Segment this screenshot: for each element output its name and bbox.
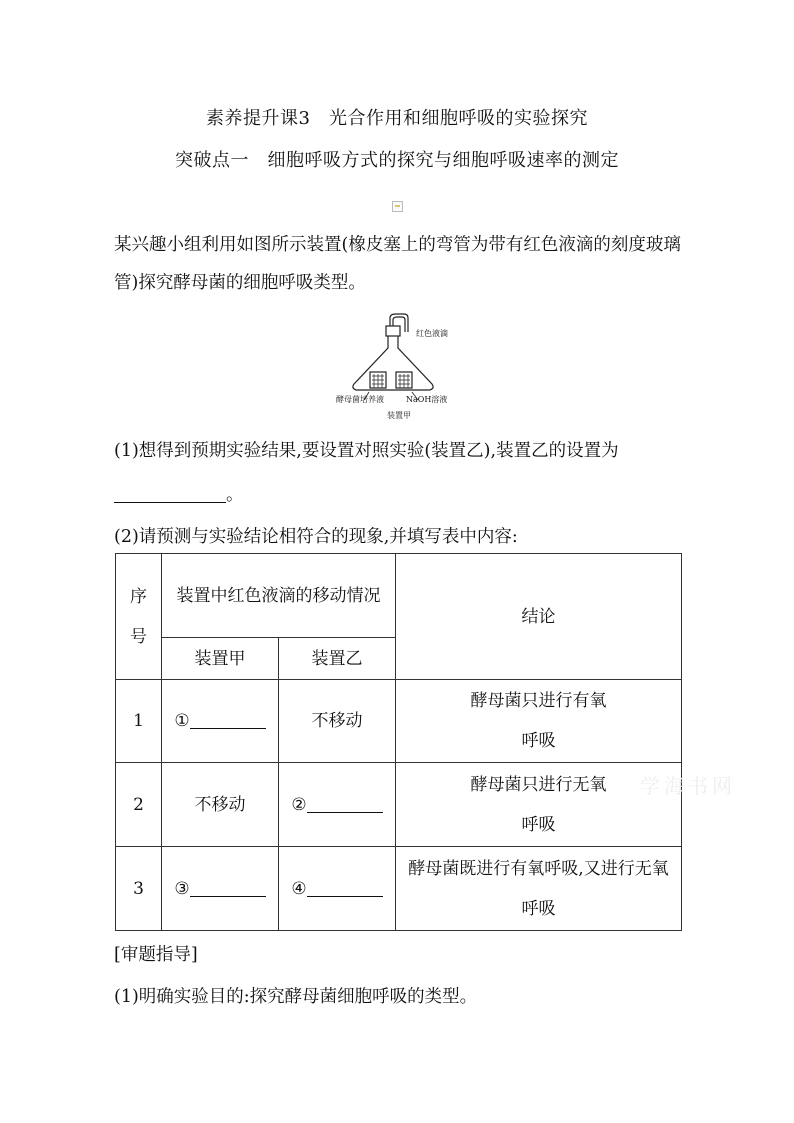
cell-jia: 不移动: [162, 763, 279, 847]
circled-number: ②: [291, 794, 307, 815]
circled-number: ④: [291, 878, 307, 899]
blank-cell[interactable]: [279, 763, 396, 847]
flask-outline: [353, 336, 433, 390]
table-row: [116, 847, 682, 931]
watermark: 学海书网: [640, 774, 736, 798]
guide-item-1: (1)明确实验目的:探究酵母菌细胞呼吸的类型。: [114, 987, 478, 1007]
cell-conclusion: 酵母菌只进行有氧呼吸: [396, 680, 682, 763]
blank-cell[interactable]: [162, 680, 279, 763]
image-placeholder-icon: [392, 201, 403, 212]
header-move: 装置中红色液滴的移动情况: [162, 554, 396, 638]
circled-number: ③: [174, 878, 190, 899]
header-device-yi: 装置乙: [279, 638, 396, 680]
cell-yi: 不移动: [279, 680, 396, 763]
blank-underline[interactable]: [307, 790, 383, 813]
blank-cell[interactable]: [279, 847, 396, 931]
question-1: (1)想得到预期实验结果,要设置对照实验(装置乙),装置乙的设置为: [114, 441, 619, 461]
page-title: 素养提升课3 光合作用和细胞呼吸的实验探究: [206, 108, 588, 129]
cell-conclusion: 酵母菌既进行有氧呼吸,又进行无氧呼吸: [396, 847, 682, 931]
header-device-jia: 装置甲: [162, 638, 279, 680]
blank-underline[interactable]: [190, 706, 266, 729]
question-2: (2)请预测与实验结论相符合的现象,并填写表中内容:: [114, 527, 518, 547]
row-number: 2: [116, 763, 162, 847]
apparatus-figure: [330, 312, 470, 424]
table-row: [116, 763, 682, 847]
section-title: 突破点一 细胞呼吸方式的探究与细胞呼吸速率的测定: [175, 150, 619, 171]
header-conclusion: 结论: [396, 554, 682, 680]
row-number: 1: [116, 680, 162, 763]
rubber-stopper: [386, 326, 400, 336]
figure-caption: 装置甲: [387, 411, 411, 420]
blank-underline[interactable]: [114, 482, 226, 503]
table-row: [116, 680, 682, 763]
circled-number: ①: [174, 711, 190, 731]
blank-underline[interactable]: [307, 874, 383, 897]
answer-blank-1[interactable]: [114, 476, 244, 514]
label-red-drop: 红色液滴: [416, 329, 448, 338]
intro-paragraph: 某兴趣小组利用如图所示装置(橡皮塞上的弯管为带有红色液滴的刻度玻璃管)探究酵母菌的细胞呼吸类型。: [114, 235, 681, 293]
period: 。: [226, 485, 244, 505]
header-seq: 序号: [116, 554, 162, 680]
label-naoh: NaOH溶液: [406, 395, 448, 404]
blank-cell[interactable]: [162, 847, 279, 931]
blank-underline[interactable]: [190, 874, 266, 897]
label-yeast: 酵母菌培养液: [336, 395, 384, 404]
result-table: [115, 553, 682, 931]
cell-conclusion: 酵母菌只进行无氧呼吸: [396, 763, 682, 847]
row-number: 3: [116, 847, 162, 931]
guide-title: [审题指导]: [114, 945, 198, 965]
